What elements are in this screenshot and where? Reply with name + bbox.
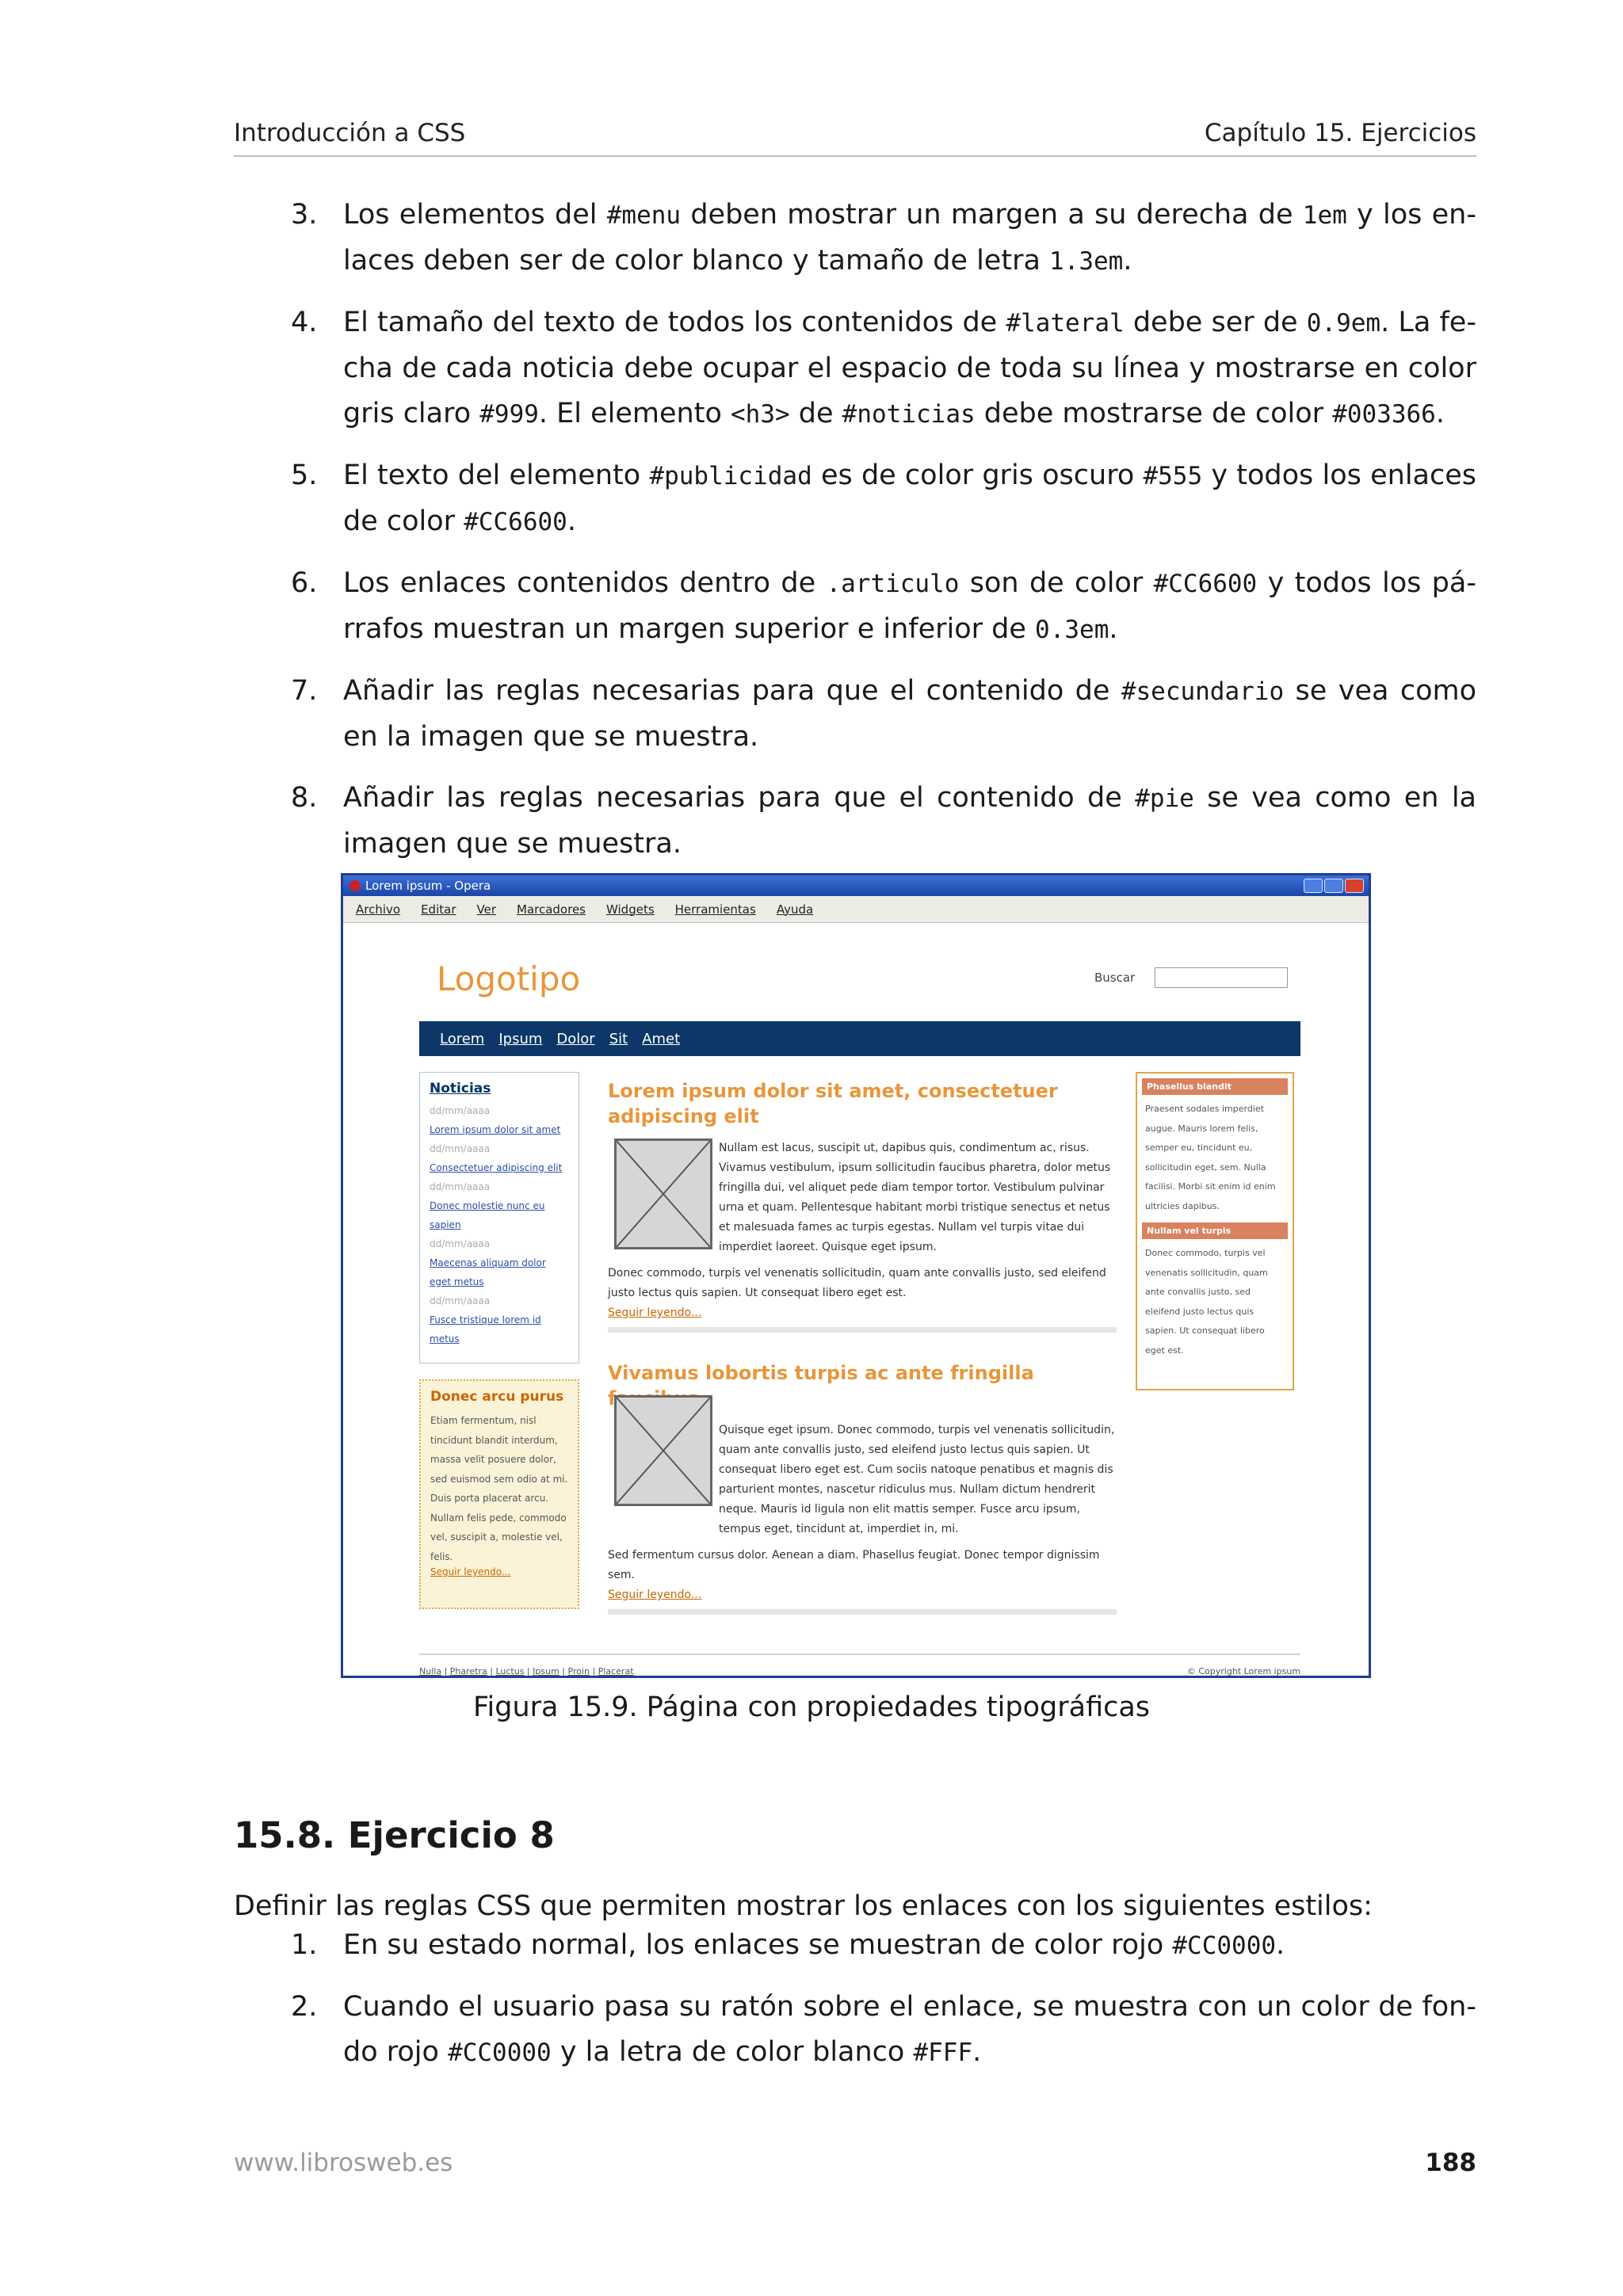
code-token: 1.3em	[1049, 247, 1124, 276]
list-item-text: .	[1276, 1929, 1285, 1961]
code-token: #menu	[606, 201, 682, 230]
articulo-1-paragraph-2: Donec commodo, turpis vel venenatis sollicitudin, quam ante convallis justo, sed eleifend justo lectus quis sapien. Ut consequat libero eget est.	[608, 1267, 1106, 1299]
list-item-text: debe mostrarse de color	[975, 398, 1333, 429]
list-item-text: y los enlaces deben ser de color blanco y tamaño de letra	[343, 199, 1476, 277]
list-item-text: .	[1109, 613, 1118, 645]
list-item-text: .	[567, 505, 576, 537]
list-item	[234, 776, 1476, 867]
noticias-title: Noticias	[430, 1081, 491, 1097]
code-token: <h3>	[731, 400, 790, 429]
list-item-text: Añadir las reglas necesarias para que el contenido de	[343, 675, 1121, 707]
site-menu	[419, 1021, 1300, 1056]
noticia-date: dd/mm/aaaa	[430, 1181, 491, 1192]
code-token: .articulo	[826, 570, 960, 598]
section-title: 15.8. Ejercicio 8	[234, 1814, 555, 1856]
pie-links	[419, 1666, 634, 1676]
search-input[interactable]	[1155, 967, 1288, 988]
code-token: #secundario	[1121, 677, 1285, 706]
pie-link[interactable]: Luctus	[495, 1666, 525, 1676]
pie-link-separator: |	[559, 1666, 568, 1676]
noticia-date: dd/mm/aaaa	[430, 1238, 491, 1249]
list-item	[234, 1985, 1476, 2076]
list-item	[234, 453, 1476, 545]
list-item-text: Cuando el usuario pasa su ratón sobre el enlace, se muestra con un color de fondo rojo	[343, 1991, 1476, 2068]
nav-item-dolor[interactable]: Dolor	[556, 1030, 595, 1047]
menu-item-ayuda[interactable]: Ayuda	[776, 902, 814, 917]
noticia-link[interactable]: Fusce tristique lorem id metus	[430, 1314, 541, 1344]
browser-menubar	[343, 896, 1369, 923]
nav-item-lorem[interactable]: Lorem	[440, 1030, 485, 1047]
publicidad-box	[419, 1379, 579, 1609]
publicidad-title: Donec arcu purus	[430, 1389, 564, 1405]
publicidad-link[interactable]: Seguir leyendo...	[430, 1566, 511, 1577]
menu-item-widgets[interactable]: Widgets	[606, 902, 655, 917]
pie-link-separator: |	[441, 1666, 450, 1676]
code-token: #003366	[1332, 400, 1436, 429]
code-token: #noticias	[842, 400, 976, 429]
maximize-icon[interactable]	[1324, 879, 1343, 893]
articulo-2-title: Vivamus lobortis turpis ac ante fringilla faucibus	[608, 1362, 1034, 1409]
opera-logo-icon	[349, 880, 361, 891]
list-item-text: .	[1123, 245, 1132, 277]
secundario-text-2: Donec commodo, turpis vel venenatis sollicitudin, quam ante convallis justo, sed eleifend justo lectus quis sapien. Ut consequat libero eget est.	[1145, 1248, 1268, 1356]
secundario-heading-2: Nullam vel turpis	[1142, 1222, 1288, 1239]
code-token: #publicidad	[649, 462, 812, 490]
window-controls	[1304, 879, 1364, 893]
articulo-1-paragraph-1: Nullam est lacus, suscipit ut, dapibus quis, condimentum ac, risus. Vivamus vestibulum, ipsum sollicitudin faucibus pharetra, dolor metus fringilla dui, vel aliquet pede diam tempor tortor. Vestibulum pulvinar urna et quam. Pellentesque habitant morbi tristique senectus et netus et malesuada fames ac turpis egestas. Nullam vel turpis vitae dui imperdiet laoreet. Quisque eget ipsum.	[719, 1142, 1111, 1253]
code-token: #FFF	[913, 2039, 973, 2067]
placeholder-image-icon	[614, 1138, 712, 1249]
list-item-text: se vea como en la imagen que se muestra.	[343, 782, 1476, 860]
menu-item-herramientas[interactable]: Herramientas	[674, 902, 756, 917]
articulo-2-paragraph-2: Sed fermentum cursus dolor. Aenean a diam. Phasellus feugiat. Donec tempor dignissim sem.	[608, 1549, 1100, 1581]
secundario-heading-1: Phasellus blandit	[1142, 1078, 1288, 1095]
site-logo: Logotipo	[437, 959, 581, 998]
pie-link[interactable]: Placerat	[598, 1666, 634, 1676]
pie-link[interactable]: Nulla	[419, 1666, 442, 1676]
nav-item-sit[interactable]: Sit	[609, 1030, 628, 1047]
header-book-title: Introducción a CSS	[234, 119, 466, 147]
figure-caption: Figura 15.9. Página con propiedades tipográficas	[472, 1691, 1151, 1723]
code-token: #pie	[1135, 784, 1194, 813]
articulo-2-read-more[interactable]: Seguir leyendo...	[608, 1589, 702, 1601]
list-item	[234, 193, 1476, 284]
list-item-text: y todos los enlaces de color	[343, 460, 1476, 537]
menu-item-ver[interactable]: Ver	[476, 902, 496, 917]
articulo-1-separator	[608, 1327, 1117, 1333]
code-token: #CC6600	[464, 508, 567, 536]
page-number: 188	[1425, 2149, 1476, 2177]
articulo-1-title: Lorem ipsum dolor sit amet, consectetuer adipiscing elit	[608, 1080, 1058, 1127]
nav-item-ipsum[interactable]: Ipsum	[498, 1030, 543, 1047]
menu-item-editar[interactable]: Editar	[421, 902, 456, 917]
header-chapter-title: Capítulo 15. Ejercicios	[1204, 119, 1476, 147]
window-titlebar	[343, 875, 1369, 896]
noticia-link[interactable]: Donec molestie nunc eu sapien	[430, 1200, 545, 1230]
secundario-box	[1136, 1072, 1294, 1390]
code-token: 1em	[1302, 201, 1347, 230]
list-item-text: de	[789, 398, 842, 429]
pie-copyright: © Copyright Lorem ipsum	[1186, 1666, 1300, 1676]
articulo-2-separator	[608, 1609, 1117, 1615]
code-token: 0.9em	[1306, 309, 1381, 338]
noticia-link[interactable]: Maecenas aliquam dolor eget metus	[430, 1257, 546, 1287]
articulo-2-paragraph-1: Quisque eget ipsum. Donec commodo, turpis vel venenatis sollicitudin, quam ante convallis justo, sed eleifend justo lectus quis sapien. Ut consequat libero eget est. Cum sociis natoque penatibus et magnis dis parturient montes, nascetur ridiculus mus. Nullam dictum hendrerit neque. Mauris id ligula non elit mattis semper. Fusce arcu ipsum, tempus eget, tincidunt at, imperdiet in, mi.	[719, 1424, 1115, 1535]
list-item-text: y la letra de color blanco	[551, 2036, 914, 2068]
list-item-text: . El elemento	[538, 398, 731, 429]
articulo-2	[608, 1360, 1117, 1615]
list-item-text: deben mostrar un margen a su derecha de	[681, 199, 1303, 231]
noticia-date: dd/mm/aaaa	[430, 1143, 491, 1154]
list-item-number: 8.	[291, 782, 318, 814]
list-item-number: 7.	[291, 675, 318, 707]
pie-link[interactable]: Ipsum	[533, 1666, 559, 1676]
list-item-number: 4.	[291, 307, 318, 338]
list-item-number: 2.	[291, 1991, 318, 2023]
pie-link-separator: |	[487, 1666, 496, 1676]
articulo-1-read-more[interactable]: Seguir leyendo...	[608, 1306, 702, 1319]
list-item-text: El tamaño del texto de todos los contenidos de	[343, 307, 1006, 338]
code-token: 0.3em	[1035, 616, 1109, 644]
code-token: #CC0000	[448, 2039, 552, 2067]
noticias-list	[430, 1101, 569, 1348]
list-item-text: es de color gris oscuro	[812, 460, 1144, 491]
noticia-link[interactable]: Consectetuer adipiscing elit	[430, 1162, 563, 1173]
list-item	[234, 1923, 1476, 1969]
list-item-text: Añadir las reglas necesarias para que el contenido de	[343, 782, 1136, 814]
pie-link-separator: |	[524, 1666, 533, 1676]
lateral-noticias	[419, 1072, 579, 1363]
secundario-text-1: Praesent sodales imperdiet augue. Mauris lorem felis, semper eu, tincidunt eu, sollicitudin eget, sem. Nulla facilisi. Morbi sit enim id enim ultricies dapibus.	[1145, 1104, 1276, 1211]
close-icon[interactable]	[1345, 879, 1364, 893]
pie-link-separator: |	[589, 1666, 598, 1676]
list-item-text: .	[972, 2036, 982, 2068]
placeholder-image-icon	[614, 1395, 712, 1506]
search-label: Buscar	[1094, 971, 1136, 985]
code-token: #999	[479, 400, 539, 429]
list-item	[234, 561, 1476, 653]
list-item-text: El texto del elemento	[343, 460, 650, 491]
window-title: Lorem ipsum - Opera	[365, 879, 491, 893]
running-header	[234, 119, 1476, 157]
footer-url[interactable]: www.librosweb.es	[234, 2149, 453, 2177]
section-intro: Definir las reglas CSS que permiten mostrar los enlaces con los siguientes estilos:	[234, 1890, 1373, 1922]
exercise-list-8	[234, 1923, 1476, 2092]
figure-browser-window	[341, 873, 1371, 1678]
list-item	[234, 669, 1476, 760]
menu-item-archivo[interactable]: Archivo	[356, 902, 401, 917]
code-token: #CC6600	[1153, 570, 1258, 598]
list-item	[234, 300, 1476, 437]
noticia-date: dd/mm/aaaa	[430, 1105, 491, 1116]
list-item-text: Los elementos del	[343, 199, 607, 231]
list-item-text: se vea como en la imagen que se muestra.	[343, 675, 1476, 753]
list-item-text: son de color	[959, 567, 1154, 599]
list-item-text: y todos los párrafos muestran un margen superior e inferior de	[343, 567, 1476, 645]
noticia-link[interactable]: Lorem ipsum dolor sit amet	[430, 1124, 561, 1135]
minimize-icon[interactable]	[1304, 879, 1323, 893]
list-item-number: 6.	[291, 567, 318, 599]
exercise-list-7	[234, 193, 1476, 883]
list-item-number: 1.	[291, 1929, 318, 1961]
nav-item-amet[interactable]: Amet	[642, 1030, 681, 1047]
articulo-1	[608, 1078, 1117, 1333]
list-item-text: . La fecha de cada noticia debe ocupar el espacio de toda su línea y mostrarse en color gris claro	[343, 307, 1476, 429]
pie-link[interactable]: Proin	[567, 1666, 590, 1676]
pie-footer	[419, 1653, 1300, 1676]
list-item-text: Los enlaces contenidos dentro de	[343, 567, 827, 599]
code-token: #555	[1143, 462, 1203, 490]
pie-link[interactable]: Pharetra	[449, 1666, 487, 1676]
code-token: #CC0000	[1172, 1932, 1277, 1960]
list-item-text: debe ser de	[1124, 307, 1307, 338]
publicidad-text: Etiam fermentum, nisl tincidunt blandit interdum, massa velit posuere dolor, sed euismod sem odio at mi. Duis porta placerat arcu. Nullam felis pede, commodo vel, suscipit a, molestie vel, felis.	[430, 1415, 568, 1562]
list-item-number: 5.	[291, 460, 318, 491]
code-token: #lateral	[1006, 309, 1125, 338]
list-item-text: .	[1435, 398, 1445, 429]
list-item-number: 3.	[291, 199, 318, 231]
list-item-text: En su estado normal, los enlaces se muestran de color rojo	[343, 1929, 1173, 1961]
menu-item-marcadores[interactable]: Marcadores	[517, 902, 586, 917]
noticia-date: dd/mm/aaaa	[430, 1295, 491, 1306]
browser-viewport	[343, 923, 1369, 1678]
